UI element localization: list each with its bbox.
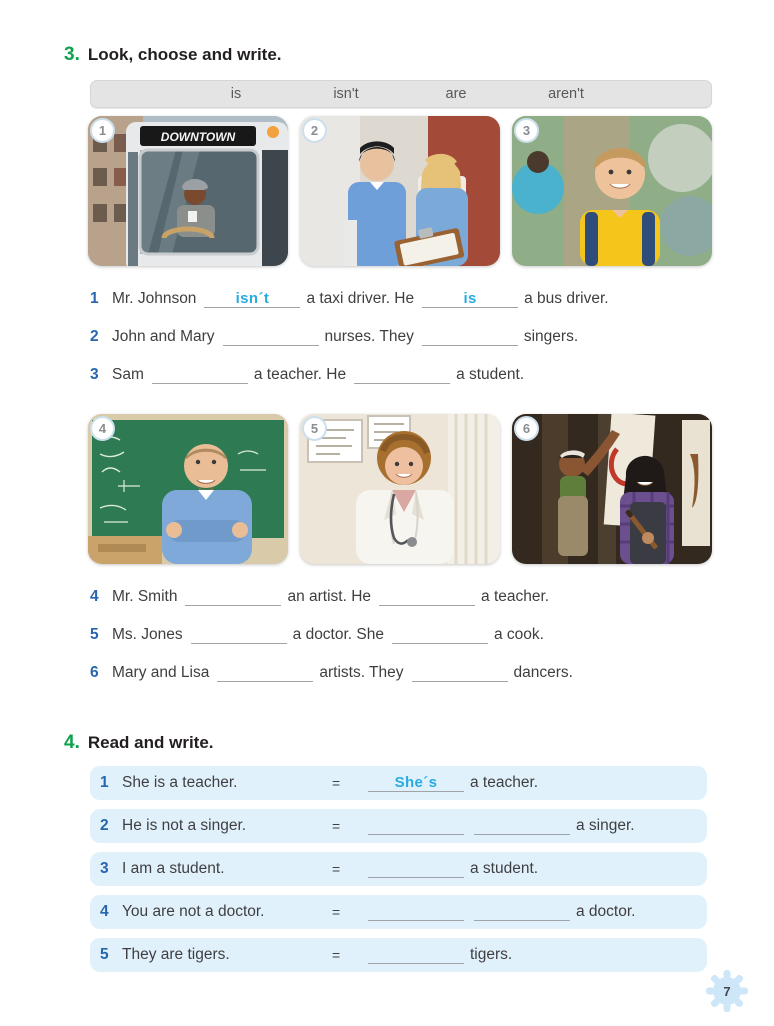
sentence-number: 2	[90, 328, 99, 345]
answer-blank[interactable]	[368, 904, 464, 921]
photo-schoolboy	[512, 116, 712, 266]
answer-blank[interactable]	[368, 947, 464, 964]
sentence-text: dancers.	[513, 664, 573, 681]
photo-nurses	[300, 116, 500, 266]
answer-blank[interactable]	[217, 665, 313, 682]
row-source-sentence: They are tigers.	[122, 946, 230, 963]
sentence-text: singers.	[523, 328, 579, 345]
sentence-text: John and Mary	[112, 328, 215, 345]
row-tail-text: a singer.	[576, 817, 635, 834]
sentence-number: 3	[90, 366, 99, 383]
photo-artists	[512, 414, 712, 564]
row-source-sentence: You are not a doctor.	[122, 903, 265, 920]
row-tail-text: a teacher.	[470, 774, 539, 791]
equals-sign: =	[332, 904, 341, 920]
sentence-text: Mr. Johnson	[112, 290, 197, 307]
answer-blank[interactable]	[152, 367, 248, 384]
sentence-5	[90, 616, 774, 654]
equals-sign: =	[332, 861, 341, 877]
rewrite-row-5	[90, 938, 707, 972]
answer-blank[interactable]	[368, 818, 464, 835]
word-bank-option-isnt: isn't	[333, 86, 359, 102]
exercise-4-number: 4.	[64, 732, 80, 753]
answer-blank[interactable]	[379, 589, 475, 606]
exercise-3-number: 3.	[64, 44, 80, 65]
answer-blank[interactable]	[204, 291, 300, 308]
exercise-3-heading	[64, 44, 774, 66]
photo-number-badge: 5	[302, 416, 327, 441]
sentence-number: 1	[90, 290, 99, 307]
rewrite-row-4	[90, 895, 707, 929]
nurses-illustration	[300, 116, 500, 266]
row-number: 2	[100, 817, 109, 834]
answer-blank[interactable]	[368, 775, 464, 792]
sentence-text: Mr. Smith	[112, 588, 178, 605]
row-number: 3	[100, 860, 109, 877]
sentence-text: a cook.	[493, 626, 544, 643]
answer-blank[interactable]	[191, 627, 287, 644]
doctor-illustration	[300, 414, 500, 564]
teacher-illustration	[88, 414, 288, 564]
sentence-text: Ms. Jones	[112, 626, 183, 643]
sentence-text: artists. They	[319, 664, 404, 681]
photo-row-2	[88, 414, 774, 564]
row-tail-text: a student.	[470, 860, 539, 877]
photo-teacher	[88, 414, 288, 564]
word-bank-option-are: are	[445, 86, 467, 102]
row-tail-text: a doctor.	[576, 903, 636, 920]
schoolboy-illustration	[512, 116, 712, 266]
equals-sign: =	[332, 947, 341, 963]
word-bank	[90, 80, 712, 108]
sentence-number: 6	[90, 664, 99, 681]
sentence-text: Sam	[112, 366, 144, 383]
page-number: 7	[723, 984, 731, 999]
exercise-3-title: Look, choose and write.	[87, 45, 282, 64]
equals-sign: =	[332, 818, 341, 834]
photo-number-badge: 3	[514, 118, 539, 143]
exercise-4-title: Read and write.	[87, 733, 214, 752]
sentence-text: a student.	[456, 366, 525, 383]
handwritten-answer: She´s	[394, 773, 438, 791]
photo-number-badge: 2	[302, 118, 327, 143]
bus-driver-illustration	[88, 116, 288, 266]
row-source-sentence: He is not a singer.	[122, 817, 247, 834]
answer-blank[interactable]	[422, 291, 518, 308]
answer-blank[interactable]	[412, 665, 508, 682]
sentence-4	[90, 578, 774, 616]
sentence-6	[90, 654, 774, 692]
row-number: 1	[100, 774, 109, 791]
sentence-text: an artist. He	[287, 588, 372, 605]
rewrite-row-3	[90, 852, 707, 886]
row-source-sentence: I am a student.	[122, 860, 225, 877]
sentence-text: a teacher.	[481, 588, 550, 605]
bus-destination-sign: DOWNTOWN	[160, 130, 236, 144]
photo-number-badge: 6	[514, 416, 539, 441]
sentence-group-4-6	[90, 578, 774, 692]
rewrite-rows	[90, 766, 774, 972]
photo-bus-driver	[88, 116, 288, 266]
answer-blank[interactable]	[354, 367, 450, 384]
answer-blank[interactable]	[368, 861, 464, 878]
row-number: 4	[100, 903, 109, 920]
sentence-number: 4	[90, 588, 99, 605]
photo-doctor	[300, 414, 500, 564]
sentence-text: a teacher. He	[253, 366, 347, 383]
handwritten-answer: isn´t	[235, 289, 270, 307]
rewrite-row-1	[90, 766, 707, 800]
photo-row-1	[88, 116, 774, 266]
answer-blank[interactable]	[474, 904, 570, 921]
row-source-sentence: She is a teacher.	[122, 774, 238, 791]
sentence-text: nurses. They	[324, 328, 414, 345]
gear-icon	[705, 969, 749, 1013]
equals-sign: =	[332, 775, 341, 791]
sentence-text: a taxi driver. He	[306, 290, 415, 307]
sentence-text: a bus driver.	[524, 290, 609, 307]
sentence-text: Mary and Lisa	[112, 664, 210, 681]
row-tail-text: tigers.	[470, 946, 513, 963]
sentence-number: 5	[90, 626, 99, 643]
photo-number-badge: 1	[90, 118, 115, 143]
answer-blank[interactable]	[185, 589, 281, 606]
sentence-text: a doctor. She	[292, 626, 384, 643]
rewrite-row-2	[90, 809, 707, 843]
row-number: 5	[100, 946, 109, 963]
sentence-1	[90, 280, 774, 318]
word-bank-option-arent: aren't	[548, 86, 584, 102]
page-number-badge	[705, 969, 749, 1013]
answer-blank[interactable]	[422, 329, 518, 346]
artists-illustration	[512, 414, 712, 564]
sentence-2	[90, 318, 774, 356]
answer-blank[interactable]	[223, 329, 319, 346]
sentence-group-1-3	[90, 280, 774, 394]
word-bank-option-is: is	[230, 86, 242, 102]
sentence-3	[90, 356, 774, 394]
handwritten-answer: is	[463, 289, 477, 307]
exercise-4-heading	[64, 732, 774, 754]
answer-blank[interactable]	[392, 627, 488, 644]
answer-blank[interactable]	[474, 818, 570, 835]
photo-number-badge: 4	[90, 416, 115, 441]
